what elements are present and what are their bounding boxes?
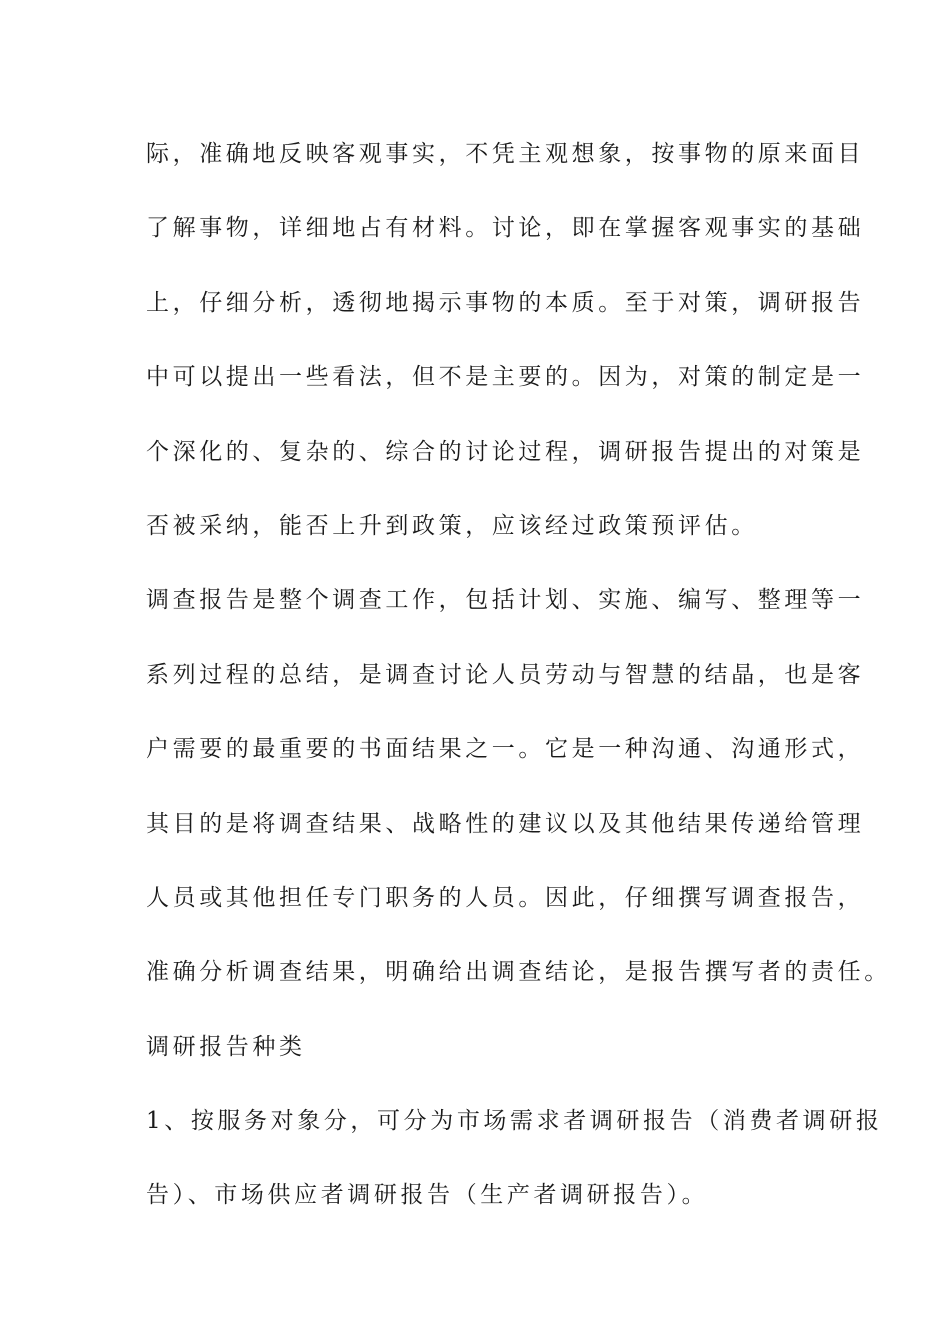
paragraph-line: 系列过程的总结，是调查讨论人员劳动与智慧的结晶，也是客 xyxy=(146,661,865,688)
list-item-line: 告）、市场供应者调研报告（生产者调研报告）。 xyxy=(146,1182,709,1209)
document-body xyxy=(146,136,891,1252)
paragraph-line: 人员或其他担任专门职务的人员。因此，仔细撰写调查报告， xyxy=(146,884,865,911)
paragraph-line: 了解事物，详细地占有材料。讨论，即在掌握客观事实的基础 xyxy=(146,215,865,242)
paragraph-line: 调查报告是整个调查工作，包括计划、实施、编写、整理等一 xyxy=(146,587,865,614)
paragraph-line: 准确分析调查结果，明确给出调查结论，是报告撰写者的责任。 xyxy=(146,959,891,986)
paragraph-line: 其目的是将调查结果、战略性的建议以及其他结果传递给管理 xyxy=(146,810,865,837)
list-item-line: 1、按服务对象分，可分为市场需求者调研报告（消费者调研报 xyxy=(146,1108,883,1135)
paragraph-line: 否被采纳，能否上升到政策，应该经过政策预评估。 xyxy=(146,512,758,539)
paragraph-line: 上，仔细分析，透彻地揭示事物的本质。至于对策，调研报告 xyxy=(146,289,865,316)
paragraph-line: 中可以提出一些看法，但不是主要的。因为，对策的制定是一 xyxy=(146,364,865,391)
paragraph-line: 个深化的、复杂的、综合的讨论过程，调研报告提出的对策是 xyxy=(146,438,865,465)
paragraph-line: 际，准确地反映客观事实，不凭主观想象，按事物的原来面目 xyxy=(146,141,865,167)
section-heading: 调研报告种类 xyxy=(146,1033,306,1060)
paragraph-line: 户需要的最重要的书面结果之一。它是一种沟通、沟通形式， xyxy=(146,736,865,763)
